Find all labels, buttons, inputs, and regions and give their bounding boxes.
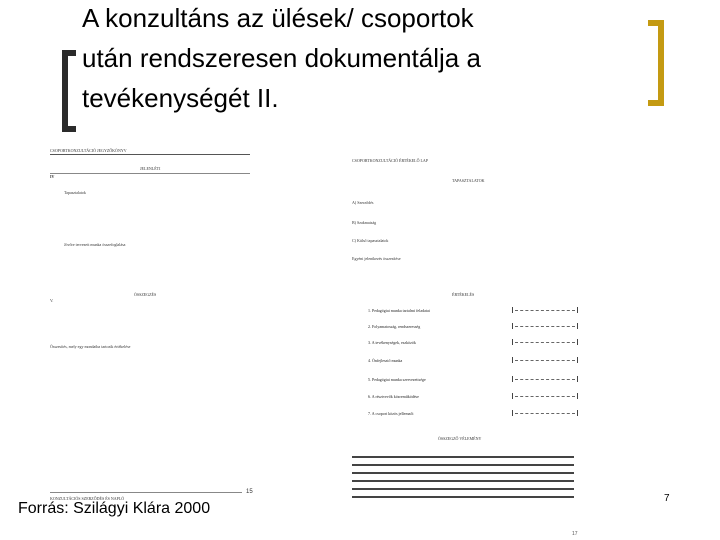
left-footer-rule: [50, 492, 242, 493]
right-page-mark: 17: [572, 531, 578, 537]
left-page-number: 15: [246, 489, 253, 495]
title-bracket-left: [62, 50, 76, 132]
right-list-item-a: A) Szerződés: [352, 200, 374, 205]
left-footer-line: KONZULTÁCIÓS SZERZŐDÉS ÉS NAPLÓ: [50, 496, 125, 501]
summary-rule-1: [352, 456, 574, 458]
rating-item-5: 5. Pedagógiai munka szervezettsége: [368, 377, 426, 382]
summary-rule-4: [352, 480, 574, 482]
right-label-egyeni: Egyéni jelentkezés összesítése: [352, 256, 401, 261]
left-header-rule: [50, 154, 250, 155]
rating-field-2: [512, 323, 578, 329]
source-caption: Forrás: Szilágyi Klára 2000: [18, 500, 211, 517]
summary-rule-6: [352, 496, 574, 498]
right-section-title: TAPASZTALATOK: [452, 178, 485, 183]
right-summary-title: ÖSSZEGZŐ VÉLEMÉNY: [438, 436, 482, 441]
rating-item-6: 6. A résztvevők közreműködése: [368, 394, 419, 399]
rating-field-5: [512, 376, 578, 382]
slide-page-number: 7: [664, 493, 670, 504]
right-form-image: [348, 152, 580, 512]
rating-item-1: 1. Pedagógiai munka tartalmi feladatai: [368, 308, 430, 313]
rating-field-6: [512, 393, 578, 399]
left-label-tapasztalatok: Tapasztalatok: [64, 190, 86, 195]
rating-item-4: 4. Önfejlesztő munka: [368, 358, 403, 363]
right-list-item-c: C) Külső tapasztalatok: [352, 238, 389, 243]
slide-title: [82, 0, 642, 118]
right-header-line: CSOPORTKONZULTÁCIÓ ÉRTÉKELŐ LAP: [352, 158, 429, 163]
left-section1: JELENLÉTI: [140, 166, 161, 171]
rating-field-3: [512, 339, 578, 345]
left-section2: ÖSSZEGZÉS: [134, 292, 157, 297]
left-form-image: [48, 146, 260, 502]
rating-field-1: [512, 307, 578, 313]
left-rule-2: [50, 173, 250, 174]
rating-field-7: [512, 410, 578, 416]
title-line-1: A konzultáns az ülések/ csoportok: [82, 3, 474, 33]
left-label-osszegzes: Összesítés, mely egy mondatba tartozik értékelése: [50, 344, 131, 349]
rating-field-4: [512, 357, 578, 363]
summary-rule-5: [352, 488, 574, 490]
left-label-jovore: Jövőre tervezett munka összefoglalása: [64, 242, 126, 247]
summary-rule-2: [352, 464, 574, 466]
left-label-v: V.: [50, 298, 54, 303]
title-line-3: tevékenységét II.: [82, 83, 279, 113]
rating-item-2: 2. Folyamatosság, rendszeresség: [368, 324, 421, 329]
right-scale-title: ÉRTÉKELÉS: [452, 292, 475, 297]
summary-rule-3: [352, 472, 574, 474]
title-bracket-right: [648, 20, 664, 106]
left-label-iv: IV: [50, 174, 55, 179]
rating-item-7: 7. A csoport közös jellemzői: [368, 411, 414, 416]
title-line-2: után rendszeresen dokumentálja a: [82, 43, 481, 73]
right-list-item-b: B) Szakmaiság: [352, 220, 377, 225]
left-header-line: CSOPORTKONZULTÁCIÓ JEGYZŐKÖNYV: [50, 148, 127, 153]
rating-item-3: 3. A tevékenységek, eszközök: [368, 340, 416, 345]
